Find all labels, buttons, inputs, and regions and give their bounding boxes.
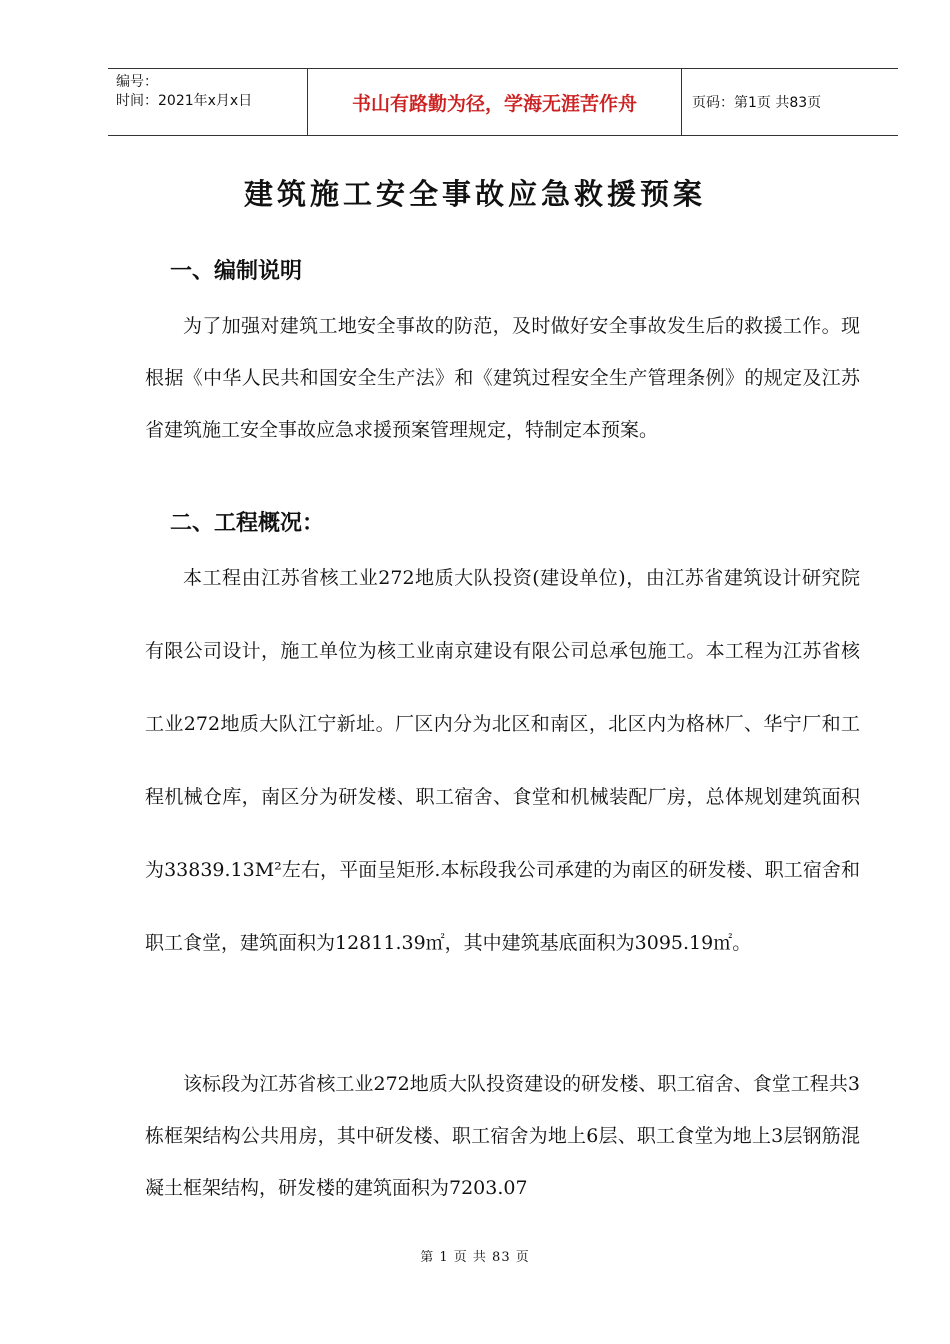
section2-paragraph-1: 本工程由江苏省核工业272地质大队投资(建设单位)，由江苏省建筑设计研究院有限公司设计，施工单位为核工业南京建设有限公司总承包施工。本工程为江苏省核工业272地质大队江宁新址。厂区内分为北区和南区，北区内为格林厂、华宁厂和工程机械仓库，南区分为研发楼、职工宿舍、食堂和机械装配厂房，总体规划建筑面积为33839.13M²左右，平面呈矩形.本标段我公司承建的为南区的研发楼、职工宿舍和职工食堂，建筑面积为12811.39㎡，其中建筑基底面积为3095.19㎡。 bbox=[145, 567, 860, 954]
header-motto-cell bbox=[308, 69, 682, 135]
document-header bbox=[108, 68, 898, 136]
document-title: 建筑施工安全事故应急救援预案 bbox=[243, 177, 706, 211]
section2-heading: 二、工程概况： bbox=[170, 511, 325, 536]
page-footer: 第 1 页 共 83 页 bbox=[420, 1250, 530, 1265]
header-meta-cell bbox=[108, 69, 308, 135]
document-time-label: 时间：2021年x月x日 bbox=[116, 93, 253, 109]
header-motto: 书山有路勤为径，学海无涯苦作舟 bbox=[351, 92, 637, 115]
section1-heading: 一、编制说明 bbox=[170, 259, 303, 284]
section1-paragraph: 为了加强对建筑工地安全事故的防范，及时做好安全事故发生后的救援工作。现根据《中华人民共和国安全生产法》和《建筑过程安全生产管理条例》的规定及江苏省建筑施工安全事故应急求援预案管理规定，特制定本预案。 bbox=[145, 315, 860, 441]
document-number-label: 编号： bbox=[116, 74, 158, 90]
header-page-info: 页码：第1页 共83页 bbox=[692, 95, 822, 111]
header-page-cell bbox=[682, 69, 898, 135]
section2-paragraph-2: 该标段为江苏省核工业272地质大队投资建设的研发楼、职工宿舍、食堂工程共3栋框架结构公共用房，其中研发楼、职工宿舍为地上6层、职工食堂为地上3层钢筋混凝土框架结构，研发楼的建筑面积为7203.07 bbox=[145, 1073, 860, 1199]
